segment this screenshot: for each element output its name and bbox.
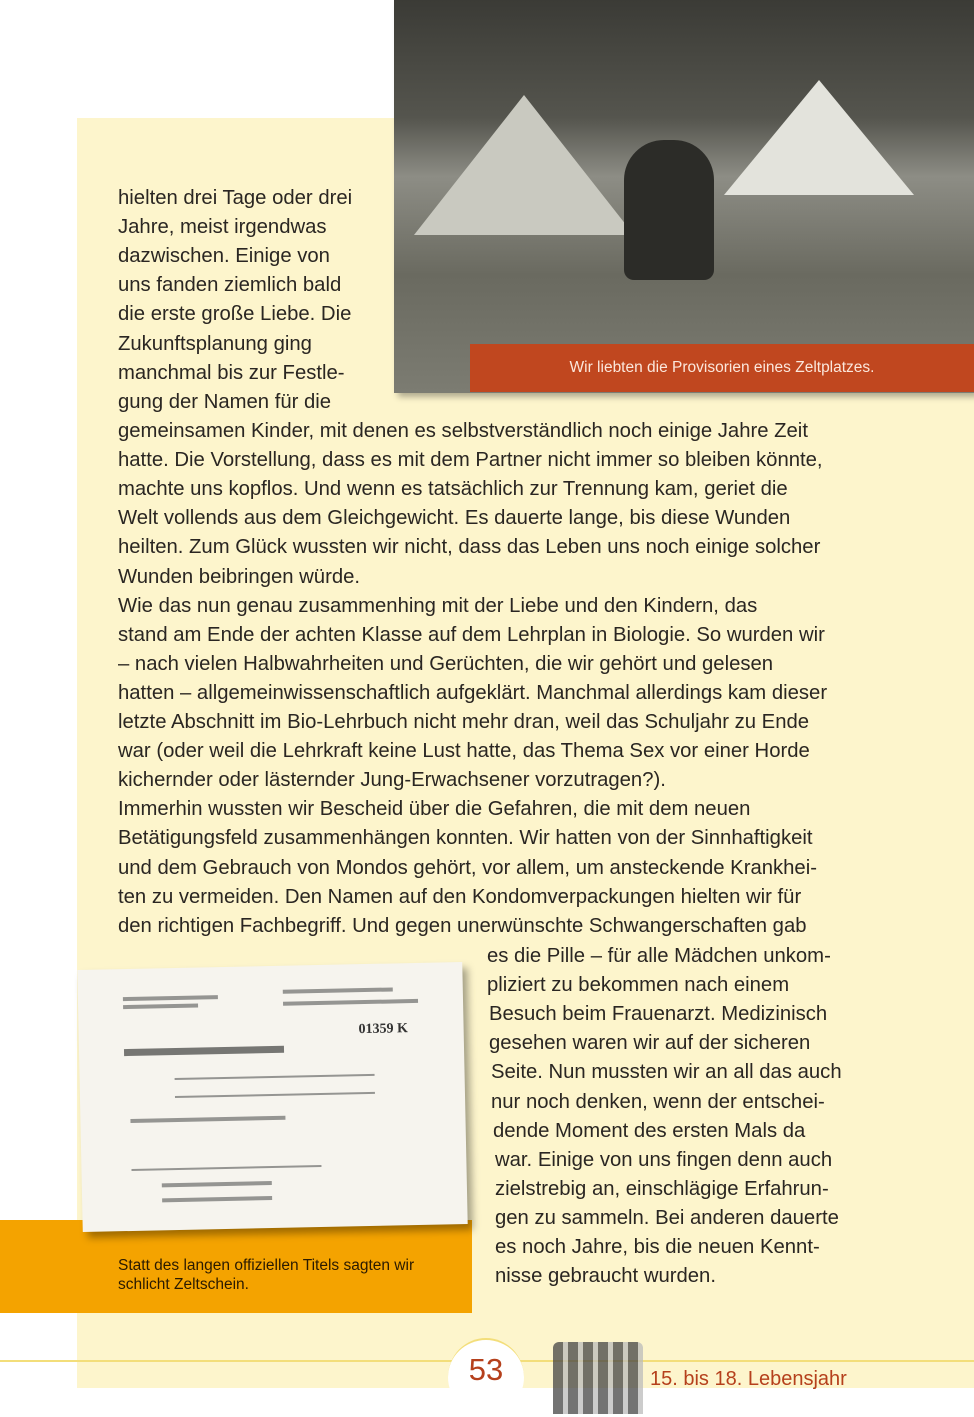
text-line: es noch Jahre, bis die neuen Kennt- (495, 1236, 820, 1258)
text-line: hatten – allgemeinwissenschaftlich aufgeklärt. Manchmal allerdings kam dieser (118, 681, 828, 704)
text-line: Immerhin wussten wir Bescheid über die Gefahren, die mit dem neuen (118, 798, 751, 821)
text-line: – nach vielen Halbwahrheiten und Gerüchten, die wir gehört und gelesen (118, 652, 774, 675)
text-line: letzte Abschnitt im Bio-Lehrbuch nicht mehr dran, weil das Schuljahr zu Ende (118, 711, 810, 733)
tent (414, 95, 634, 235)
text-line: hatte. Die Vorstellung, dass es mit dem Partner nicht immer so bleiben könnte, (118, 449, 823, 472)
text-line: ten zu vermeiden. Den Namen auf den Kondomverpackungen hielten wir für (118, 885, 802, 908)
text-line: und dem Gebrauch von Mondos gehört, vor allem, um ansteckende Krankhei- (118, 856, 817, 879)
text-line: Wunden beibringen würde. (118, 565, 361, 588)
text-line: hielten drei Tage oder drei (118, 187, 353, 209)
text-line: gesehen waren wir auf der sicheren (489, 1032, 811, 1055)
photo-caption: Wir liebten die Provisorien eines Zeltplatzes. (470, 344, 974, 392)
text-line: gen zu sammeln. Bei anderen dauerte (495, 1206, 839, 1229)
text-line: zielstrebig an, einschlägige Erfahrun- (495, 1177, 829, 1200)
text-line: Besuch beim Frauenarzt. Medizinisch (489, 1003, 828, 1026)
text-line: Zukunftsplanung ging (118, 332, 312, 355)
text-line: Welt vollends aus dem Gleichgewicht. Es dauerte lange, bis diese Wunden (118, 507, 791, 530)
group-photo-thumbnail (553, 1342, 643, 1414)
text-line: war. Einige von uns fingen denn auch (495, 1148, 833, 1171)
text-line: manchmal bis zur Festle- (118, 361, 345, 384)
text-line: gung der Namen für die (118, 390, 332, 413)
person (624, 140, 714, 280)
text-line: Betätigungsfeld zusammenhängen konnten. Wir hatten von der Sinnhaftigkeit (118, 827, 813, 850)
text-line: gemeinsamen Kinder, mit denen es selbstverständlich noch einige Jahre Zeit (118, 420, 808, 442)
page-number: 53 (468, 1352, 504, 1387)
camping-photo (394, 0, 974, 393)
text-line: war (oder weil die Lehrkraft keine Lust hatte, das Thema Sex vor einer Horde (118, 740, 810, 763)
text-line: dazwischen. Einige von (118, 245, 330, 268)
text-line: pliziert zu bekommen nach einem (487, 974, 790, 997)
tent-permit-image (77, 962, 467, 1232)
text-line: stand am Ende der achten Klasse auf dem Lehrplan in Biologie. So wurden wir (118, 623, 825, 646)
text-line: machte uns kopflos. Und wenn es tatsächlich zur Trennung kam, geriet die (118, 478, 788, 501)
permit-number: 01359 K (358, 1021, 409, 1038)
text-line: nisse gebraucht wurden. (495, 1265, 716, 1288)
text-line: dende Moment des ersten Mals da (493, 1119, 806, 1142)
text-line: es die Pille – für alle Mädchen unkom- (487, 945, 831, 967)
text-line: Seite. Nun mussten wir an all das auch (491, 1061, 842, 1084)
text-line: die erste große Liebe. Die (118, 303, 352, 326)
text-line: uns fanden ziemlich bald (118, 274, 342, 297)
tent (724, 80, 914, 195)
text-line: heilten. Zum Glück wussten wir nicht, dass das Leben uns noch einige solcher (118, 536, 821, 559)
permit-caption: Statt des langen offiziellen Titels sagten wir schlicht Zeltschein. (118, 1257, 415, 1293)
chapter-title: 15. bis 18. Lebensjahr (650, 1368, 847, 1390)
text-line: Wie das nun genau zusammenhing mit der Liebe und den Kindern, das (118, 594, 758, 617)
text-line: Jahre, meist irgendwas (118, 216, 327, 239)
text-line: kichernder oder lästernder Jung-Erwachsener vorzutragen?). (118, 769, 666, 792)
text-line: nur noch denken, wenn der entschei- (491, 1090, 825, 1113)
text-line: den richtigen Fachbegriff. Und gegen unerwünschte Schwangerschaften gab (118, 914, 807, 937)
